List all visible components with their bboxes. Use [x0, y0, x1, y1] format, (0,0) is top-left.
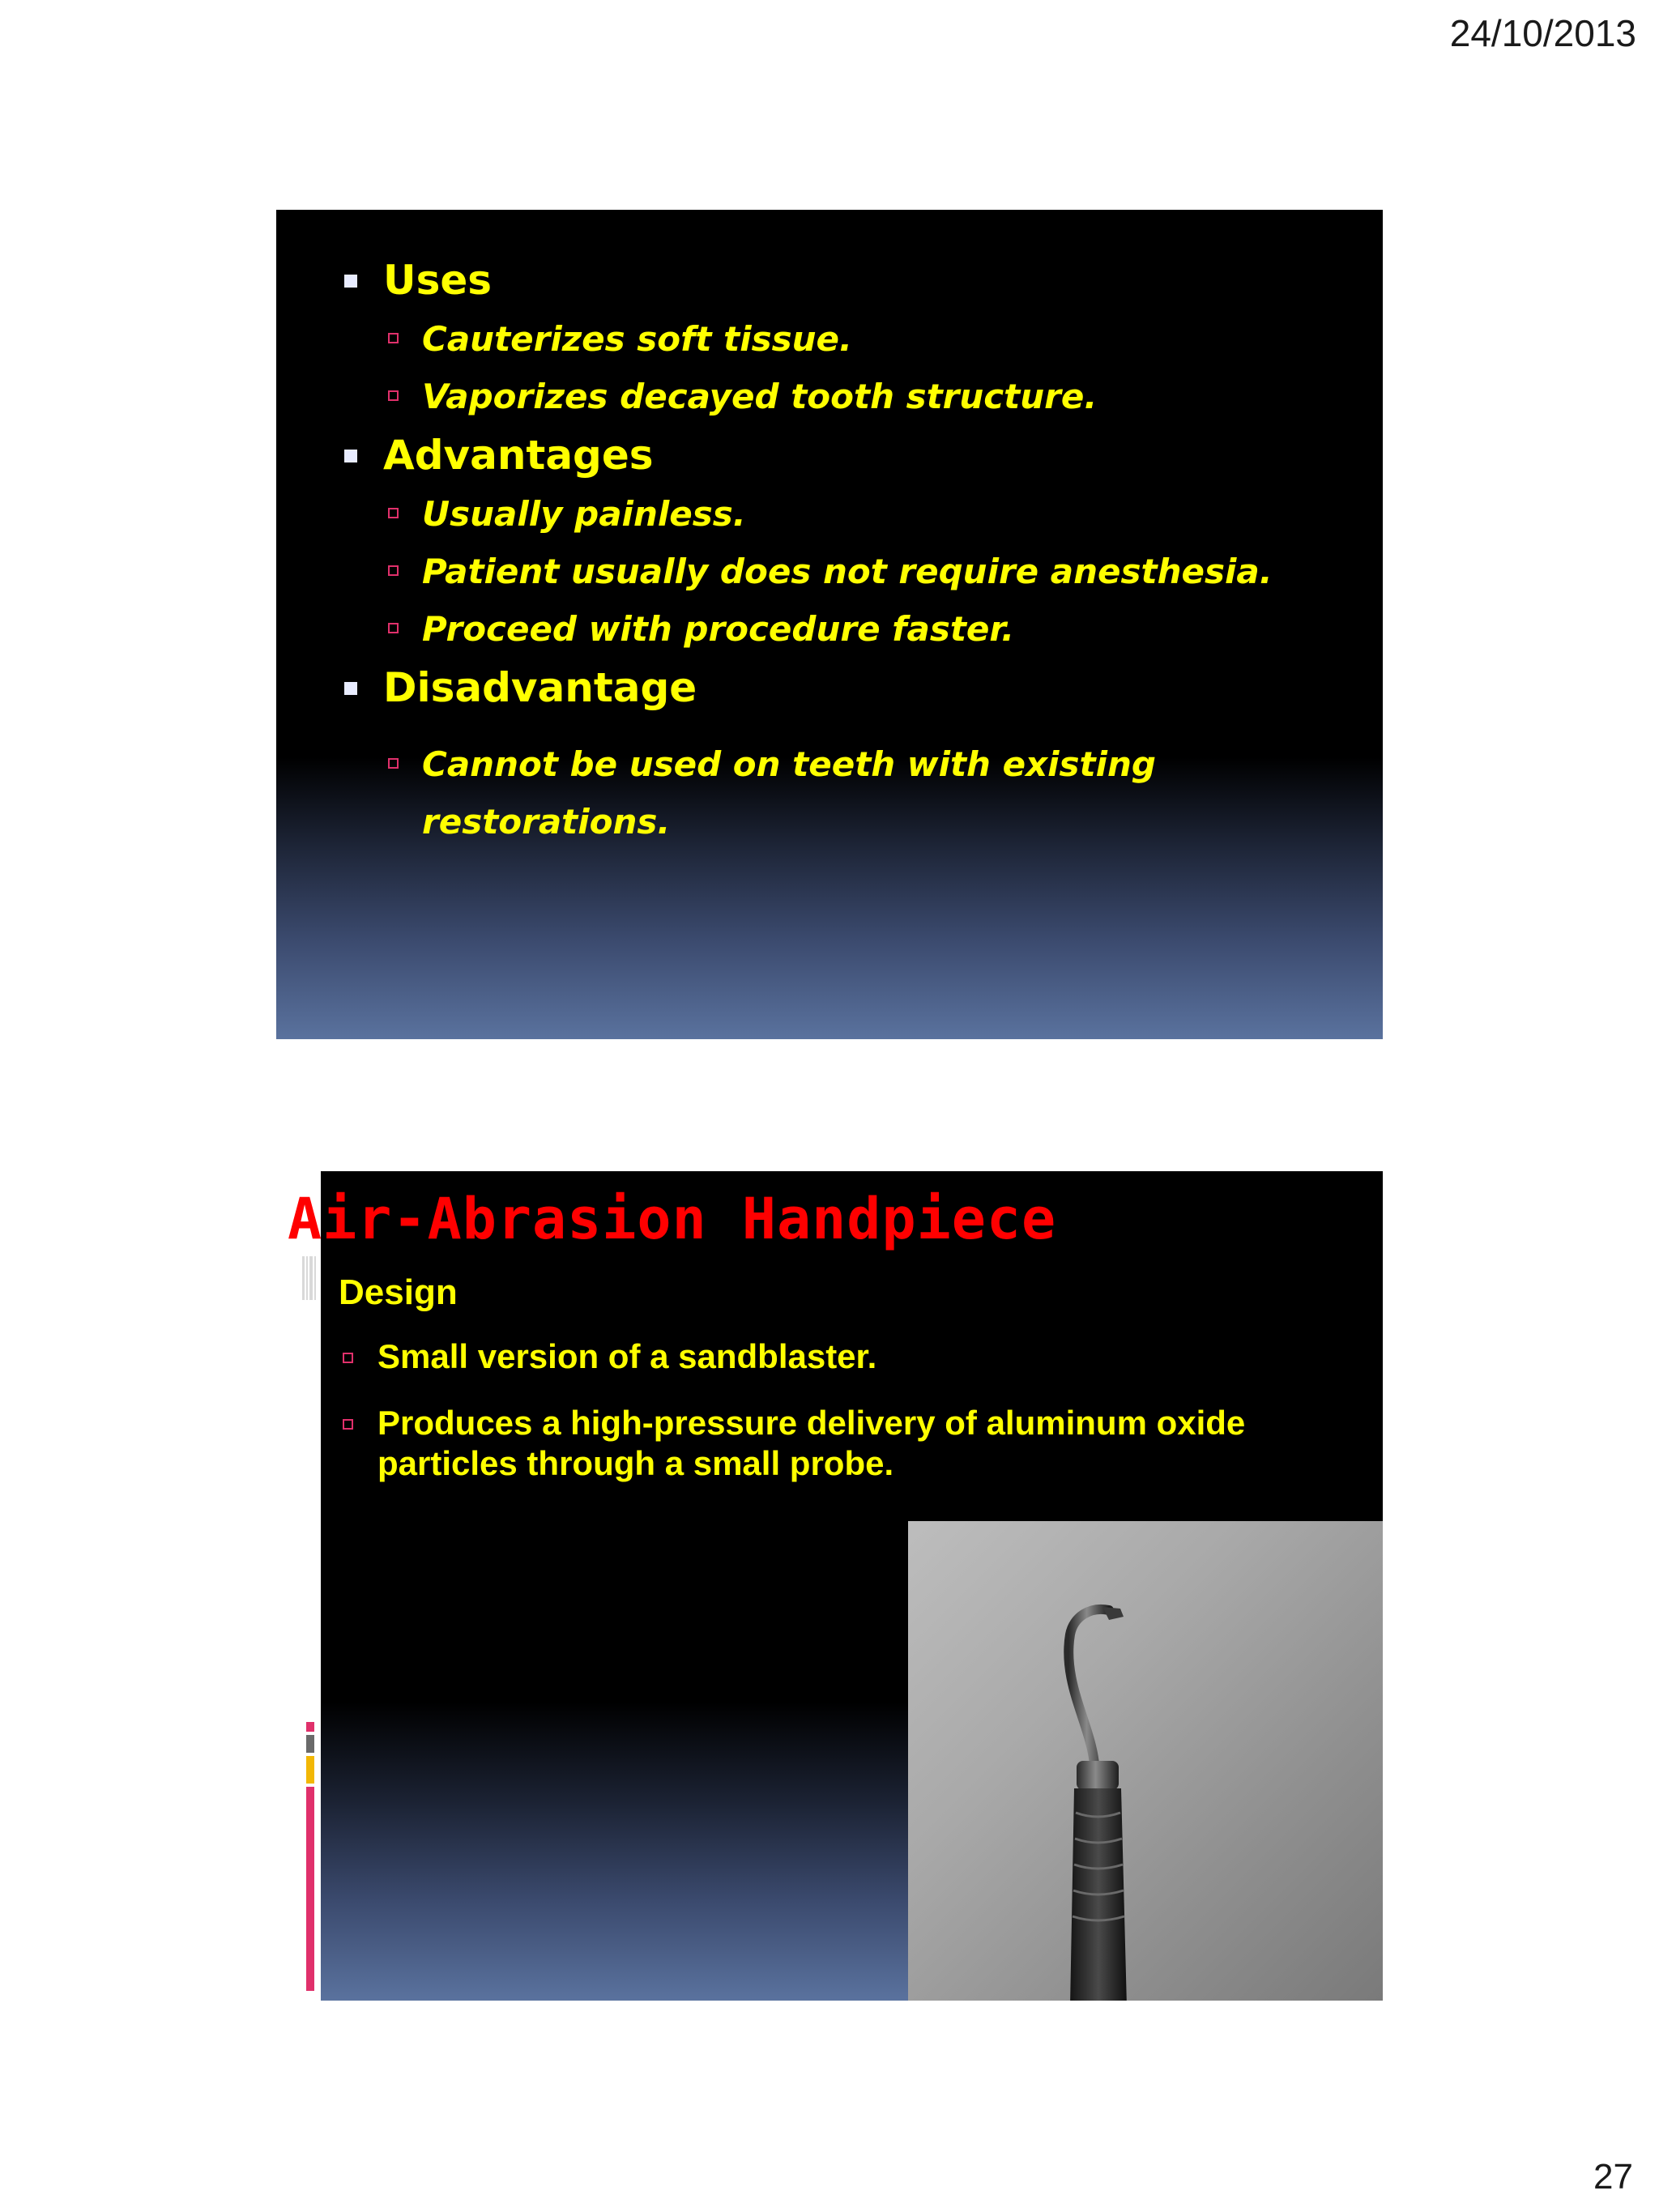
slide-title: Air-Abrasion Handpiece	[288, 1186, 1057, 1252]
slide-air-abrasion	[276, 1171, 1383, 2001]
list-item	[339, 1336, 1367, 1377]
list-item-text: Vaporizes decayed tooth structure.	[422, 377, 1098, 416]
list-item	[341, 735, 1350, 850]
list-item	[341, 310, 1350, 368]
decorative-color-strip	[306, 1722, 314, 1991]
list-item	[339, 1403, 1367, 1484]
slide-laser-uses	[276, 210, 1383, 1039]
list-item-text: Small version of a sandblaster.	[377, 1337, 877, 1375]
list-item	[341, 368, 1350, 425]
hollow-square-bullet-icon	[388, 565, 399, 576]
hollow-square-bullet-icon	[343, 1419, 353, 1430]
slide1-bullet-list	[341, 250, 1350, 850]
list-item-text: Usually painless.	[422, 494, 746, 534]
square-bullet-icon	[344, 275, 357, 288]
list-item-text: Cannot be used on teeth with existing restorations.	[422, 744, 1156, 842]
list-item-text: Patient usually does not require anesthesia.	[422, 552, 1273, 591]
square-bullet-icon	[344, 682, 357, 695]
heading-disadvantage-text: Disadvantage	[383, 664, 697, 711]
heading-advantages	[341, 425, 1350, 485]
list-item	[341, 543, 1350, 600]
hollow-square-bullet-icon	[388, 333, 399, 343]
hollow-square-bullet-icon	[388, 623, 399, 633]
list-item-text: Cauterizes soft tissue.	[422, 319, 852, 359]
list-item-text: Produces a high-pressure delivery of aluminum oxide particles through a small probe.	[377, 1404, 1246, 1482]
hollow-square-bullet-icon	[388, 508, 399, 518]
heading-disadvantage	[341, 658, 1350, 718]
heading-advantages-text: Advantages	[383, 432, 654, 479]
square-bullet-icon	[344, 450, 357, 462]
heading-uses-text: Uses	[383, 257, 493, 304]
list-item	[341, 485, 1350, 543]
barcode-icon	[302, 1256, 317, 1300]
hollow-square-bullet-icon	[388, 758, 399, 769]
page-date: 24/10/2013	[1449, 12, 1636, 54]
list-item	[341, 600, 1350, 658]
heading-uses	[341, 250, 1350, 310]
hollow-square-bullet-icon	[388, 390, 399, 401]
heading-design: Design	[339, 1272, 458, 1312]
list-item-text: Proceed with procedure faster.	[422, 609, 1015, 649]
hollow-square-bullet-icon	[343, 1353, 353, 1363]
air-abrasion-handpiece-photo	[908, 1521, 1383, 2001]
slide2-bullet-list	[339, 1270, 1367, 1510]
page-number: 27	[1593, 2157, 1633, 2197]
handpiece-illustration	[908, 1521, 1383, 2001]
